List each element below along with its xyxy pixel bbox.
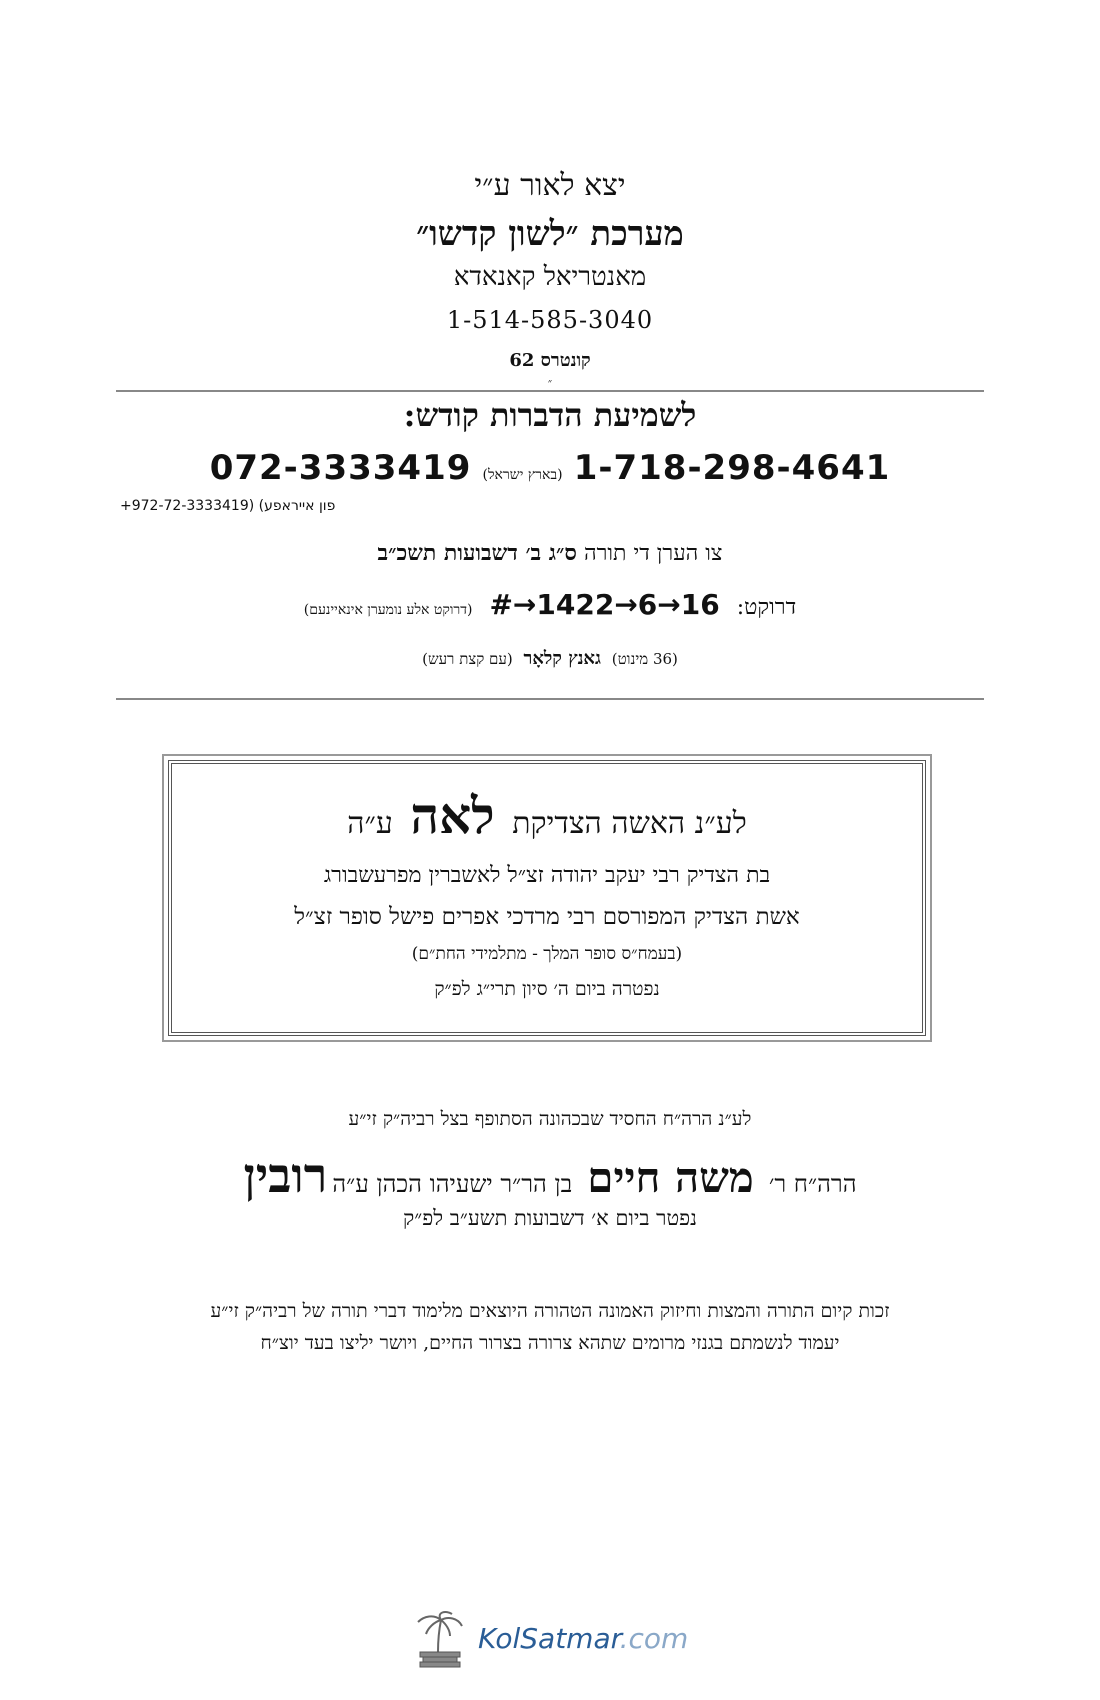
divider-top: [116, 390, 984, 392]
memorial2-father: בן הר״ר ישעיהו הכהן ע״ה: [332, 1170, 573, 1198]
us-phone: 1-718-298-4641: [573, 448, 891, 488]
memorial-line-5: נפטרה ביום ה׳ סיון תרי״ג לפ״ק: [434, 978, 660, 1000]
memorial2-line-3: נפטר ביום א׳ דשבועות תשע״ב לפ״ק: [403, 1206, 697, 1230]
clarity-note: (עם קצת רעש): [422, 650, 513, 668]
city-line: מאנטריאל קאנאדא: [453, 262, 647, 292]
organization-name: מערכת ״לשון קדשו״: [416, 214, 684, 254]
israel-phone: 072-3333419: [209, 448, 472, 488]
israel-tag: (בארץ ישראל): [482, 467, 563, 483]
memorial-line-2: בת הצדיק רבי יעקב יהודה זצ״ל לאשברין מפרעשבורג: [323, 863, 771, 888]
booklet-number: קונטרס 62: [509, 350, 591, 371]
memorial2-name-line: [0, 1148, 1100, 1204]
memorial-line-1: [172, 786, 922, 845]
dial-label: דרוקט:: [736, 595, 797, 620]
intl-label: (פון אייראפע: [258, 498, 336, 514]
lecture-line: [0, 540, 1100, 566]
logo-name: KolSatmar: [478, 1621, 620, 1655]
intl-phone: +972-72-3333419): [120, 498, 255, 514]
publisher-phone: 1-514-585-3040: [446, 306, 654, 334]
memorial2-name: משה חיים: [587, 1153, 754, 1202]
kolsatmar-logo[interactable]: [412, 1608, 688, 1668]
booklet-mark: ״: [547, 376, 553, 389]
memorial-box: [168, 760, 926, 1036]
memorial-line-4: (בעמח״ס סופר המלך - מתלמידי החת״ם): [411, 944, 683, 964]
duration-row: [0, 648, 1100, 669]
phone-numbers-row: [0, 448, 1100, 488]
palm-tree-books-icon: [412, 1608, 468, 1668]
publisher-line: יצא לאור ע״י: [474, 168, 626, 203]
memorial-prefix: לע״נ האשה הצדיקת: [512, 806, 747, 841]
clarity: גאנץ קלאָר: [523, 648, 601, 669]
merit-line-1: זכות קיום התורה והמצות וחיזוק האמונה הטהורה היוצאים מלימוד דברי תורה של רביה״ק זי״ע: [210, 1300, 890, 1322]
memorial-name: לאה: [410, 786, 495, 845]
memorial-suffix: ע״ה: [347, 806, 393, 841]
memorial-line-3: אשת הצדיק המפורסם רבי מרדכי אפרים פישל סופר זצ״ל: [294, 904, 800, 930]
lecture-prefix: צו הערן די תורה: [583, 541, 723, 566]
lecture-title: ס״ג ב׳ דשבועות תשכ״ב: [377, 540, 577, 566]
logo-tld: .com: [619, 1621, 689, 1655]
international-phone-line: [120, 498, 335, 514]
logo-text: [478, 1622, 688, 1655]
dial-note: (דרוקט אלע נומערן אינאיינעם): [303, 602, 473, 618]
memorial2-surname: רובין: [243, 1148, 328, 1204]
merit-line-2: יעמוד לנשמתם בגנזי מרומים שתהא צרורה בצרור החיים, ויושר יליצו בעד יוצ״ח: [260, 1332, 840, 1354]
listening-title: לשמיעת הדברות קודש:: [403, 396, 697, 434]
dial-instructions: [0, 588, 1100, 621]
memorial2-line-1: לע״נ הרה״ח החסיד שבכהונה הסתופף בצל רביה״ק זי״ע: [348, 1108, 752, 1130]
memorial2-title: הרה״ח ר׳: [768, 1170, 857, 1198]
dial-sequence: #→1422→6→16: [489, 588, 720, 621]
duration: (36 מינוט): [611, 650, 678, 668]
divider-middle: [116, 698, 984, 700]
